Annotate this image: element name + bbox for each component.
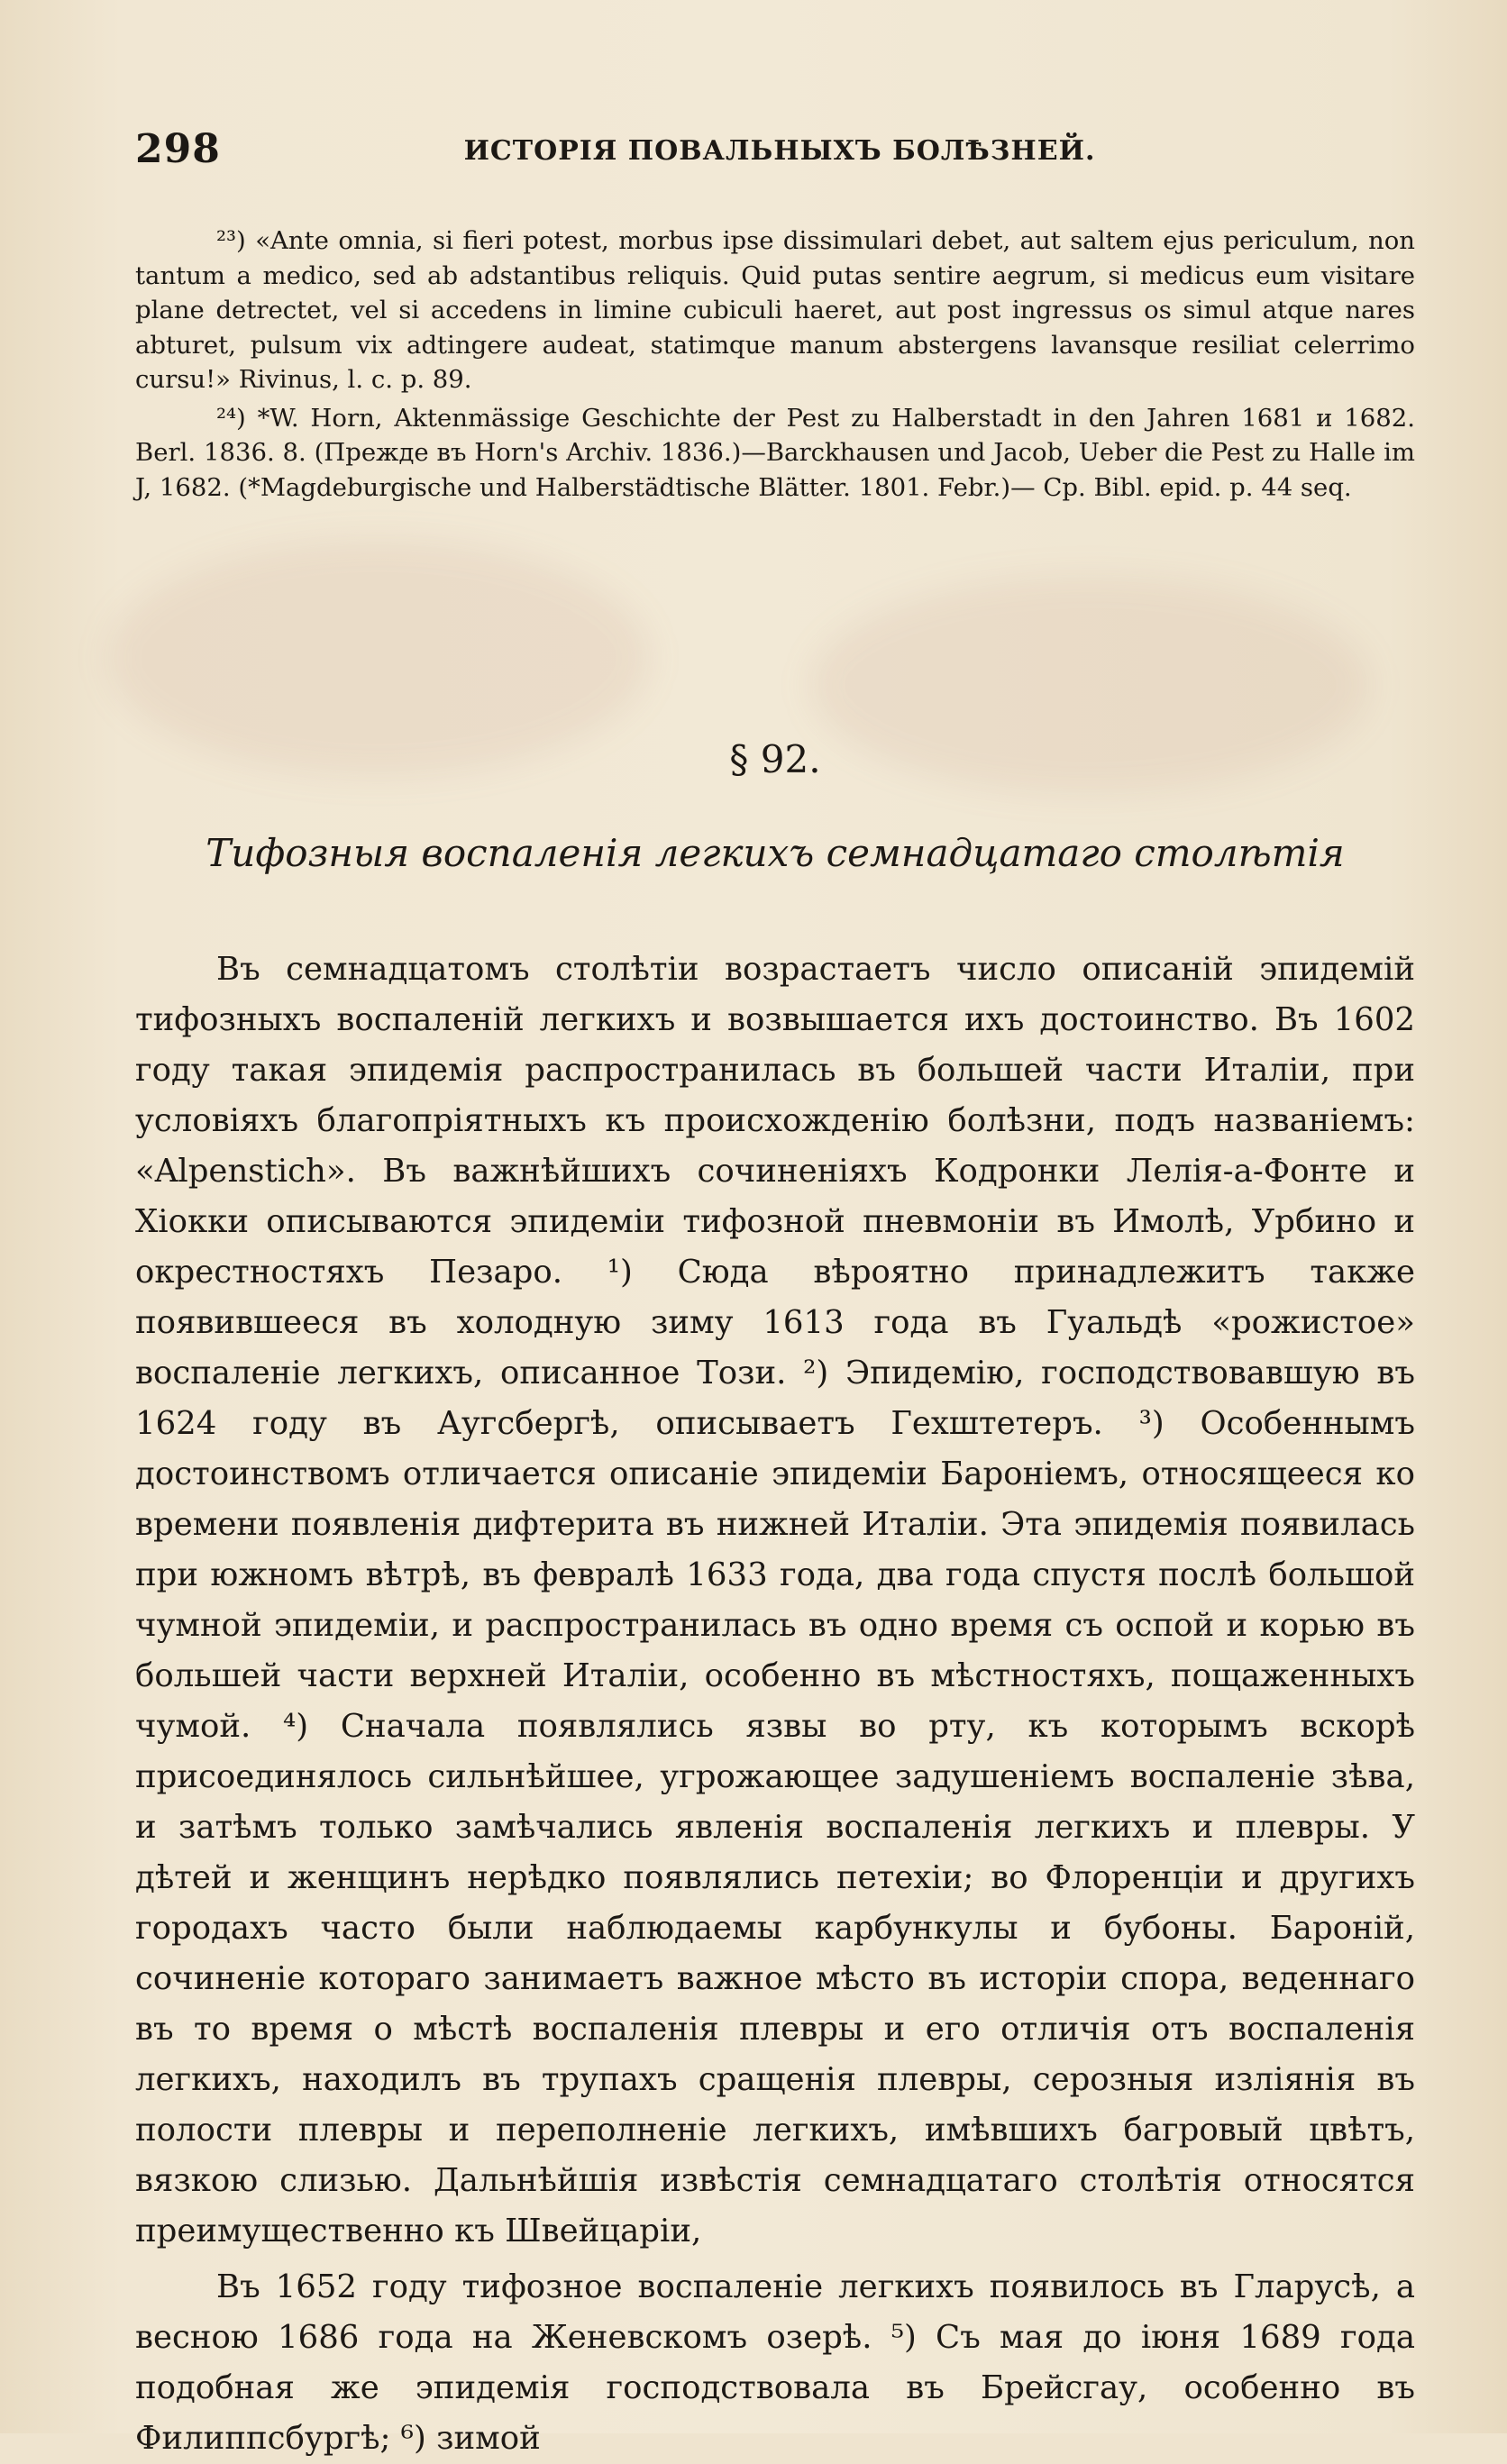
page-number: 298 bbox=[135, 126, 221, 172]
section-number: § 92. bbox=[729, 737, 821, 781]
footnote-24: ²⁴) *W. Horn, Aktenmässige Geschichte der Pest zu Halberstadt in den Jahren 1681 и 1682. Berl. 1836. 8. (Прежде въ Horn's Archiv. 1836.)—Barckhausen und Jacob, Ueber die Pest zu Halle im J, 1682. (*Magdeburgische und Halberstädtische Blätter. 1801. Febr.)— Ср. Bibl. epid. p. 44 seq. bbox=[135, 403, 1415, 502]
page-header bbox=[135, 126, 1424, 180]
paragraph: Въ 1652 году тифозное воспаленіе легкихъ появилось въ Гларусѣ, а весною 1686 года на Женевскомъ озерѣ. ⁵) Съ мая до іюня 1689 года подобная же эпидемія господствовала въ Брейсгау, особенно въ Филиппсбургѣ; ⁶) зимой bbox=[135, 2268, 1415, 2457]
footnotes bbox=[135, 224, 1415, 508]
paragraph: Въ семнадцатомъ столѣтіи возрастаетъ число описаній эпидемій тифозныхъ воспаленій легкихъ и возвышается ихъ достоинство. Въ 1602 году такая эпидемія распространилась въ большей части Италіи, при условіяхъ благопріятныхъ къ происхожденію болѣзни, подъ названіемъ: «Alpenstich». Въ важнѣйшихъ сочиненіяхъ Кодронки Лелія-а-Фонте и Хіокки описываются эпидеміи тифозной пневмоніи въ Имолѣ, Урбино и окрестностяхъ Пезаро. ¹) Сюда вѣроятно принадлежитъ также появившееся въ холодную зиму 1613 года въ Гуальдѣ «рожистое» воспаленіе легкихъ, описанное Този. ²) Эпидемію, господствовавшую въ 1624 году въ Аугсбергѣ, описываетъ Гехштетеръ. ³) Особеннымъ достоинствомъ отличается описаніе эпидеміи Баронiемъ, относящееся ко времени появленія дифтерита въ нижней Италіи. Эта эпидемія появилась при южномъ вѣтрѣ, въ февралѣ 1633 года, два года спустя послѣ большой чумной эпидеміи, и распространилась въ одно время съ оспой и корью въ большей части верхней Италіи, особенно въ мѣстностяхъ, пощаженныхъ чумой. ⁴) Сначала появлялись язвы во рту, къ которымъ вскорѣ присоединялось сильнѣйшее, угрожающее задушеніемъ воспаленіе зѣва, и затѣмъ только замѣчались явленія воспаленія легкихъ и плевры. У дѣтей и женщинъ нерѣдко появлялись петехіи; во Флоренціи и другихъ городахъ часто были наблюдаемы карбункулы и бубоны. Бароній, сочиненіе котораго занимаетъ важное мѣсто въ исторіи спора, веденнаго въ то время о мѣстѣ воспаленія плевры и его отличія отъ воспаленія легкихъ, находилъ въ трупахъ сращенія плевры, серозныя изліянія въ полости плевры и переполненіе легкихъ, имѣвшихъ багровый цвѣтъ, вязкою слизью. Дальнѣйшія извѣстія семнадцатаго столѣтія относятся преимущественно къ Швейцаріи, bbox=[135, 951, 1415, 2250]
running-title: ИСТОРІЯ ПОВАЛЬНЫХЪ БОЛѢЗНЕЙ. bbox=[463, 135, 1096, 167]
footnote-23: ²³) «Ante omnia, si fieri potest, morbus ipse dissimulari debet, aut saltem ejus periculum, non tantum a medico, sed ab adstantibus reliquis. Quid putas sentire aegrum, si medicus eum visitare plane detrectet, vel si accedens in limine cubiculi haeret, aut post ingressus os simul atque nares abturet, pulsum vix adtingere audeat, statimque manum abstergens lavansque resiliat celerrimo cursu!» Rivinus, l. c. p. 89. bbox=[135, 226, 1415, 394]
section-title: Тифозныя воспаленія легкихъ семнадцатаго столѣтія bbox=[206, 831, 1345, 875]
body-text bbox=[135, 945, 1415, 2464]
